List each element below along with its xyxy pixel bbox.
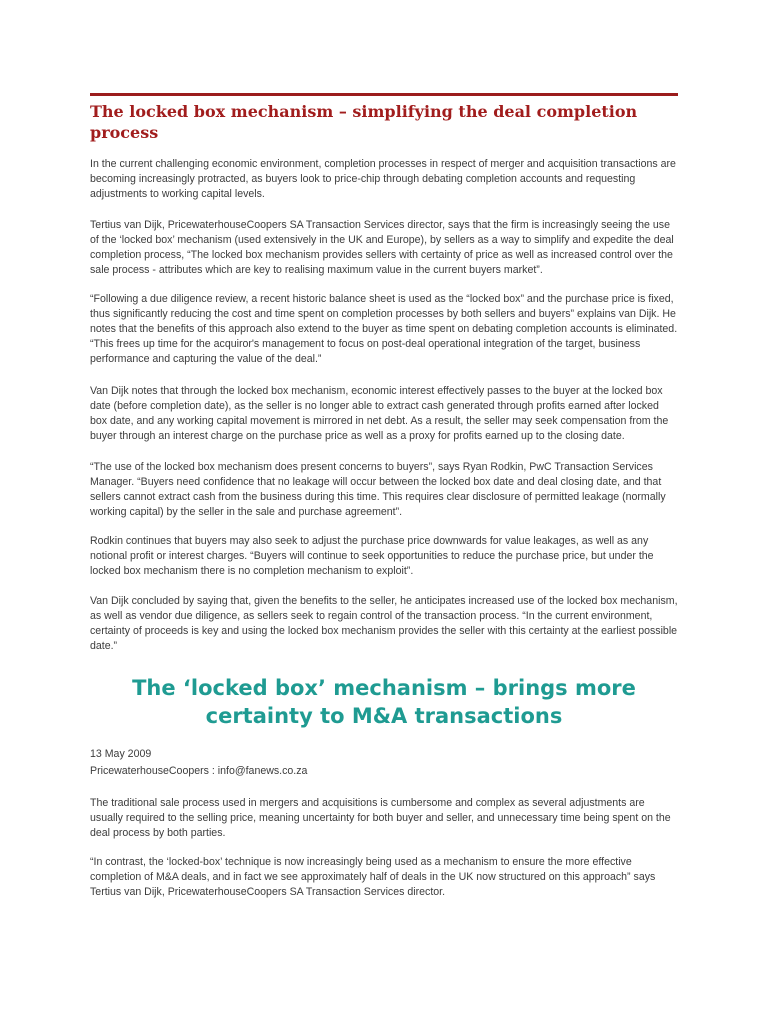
article1-paragraph-7: Van Dijk concluded by saying that, given the benefits to the seller, he anticipates increased use of the locked box mechanism, as well as vendor due diligence, as sellers seek to regain control of the transaction process. “In the current environment, certainty of proceeds is key and using the locked box mechanism provides the seller with this certainty at the earliest possible date.” [90, 595, 678, 653]
article2-date: 13 May 2009 [90, 748, 152, 760]
article1-paragraph-2: Tertius van Dijk, PricewaterhouseCoopers SA Transaction Services director, says that the firm is increasingly seeing the use of the ‘locked box’ mechanism (used extensively in the UK and Europe), by sellers as a way to simplify and expedite the deal completion process, “The locked box mechanism provides sellers with certainty of price as well as increased control over the sale process - attributes which are key to realising maximum value in the current buyers market”. [90, 219, 674, 277]
header-rule [90, 93, 678, 96]
article2-paragraph-2: “In contrast, the ‘locked-box’ technique is now increasingly being used as a mechanism to ensure the more effective completion of M&A deals, and in fact we see approximately half of deals in the UK now structured on this approach” says Tertius van Dijk, PricewaterhouseCoopers SA Transaction Services director. [90, 856, 656, 899]
article2-title: The ‘locked box’ mechanism – brings more certainty to M&A transactions [132, 676, 636, 728]
article1-paragraph-4: Van Dijk notes that through the locked box mechanism, economic interest effectively passes to the buyer at the locked box date (before completion date), as the seller is no longer able to extract cash generated through profits earned after locked box date, and any working capital movement is mirrored in net debt. As a result, the seller may seek compensation from the buyer through an interest charge on the purchase price as well as a proxy for profits earned up to the closing date. [90, 385, 669, 443]
article1-paragraph-1: In the current challenging economic environment, completion processes in respect of merger and acquisition transactions are becoming increasingly protracted, as buyers look to price-chip through debating completion accounts and requesting adjustments to working capital levels. [90, 158, 676, 201]
article1-paragraph-6: Rodkin continues that buyers may also seek to adjust the purchase price downwards for value leakages, as well as any notional profit or interest charges. “Buyers will continue to seek opportunities to reduce the purchase price, but under the locked box mechanism there is no completion mechanism to exploit”. [90, 535, 654, 578]
document-page [90, 0, 678, 1024]
article1-title: The locked box mechanism – simplifying the deal completion process [90, 102, 638, 142]
article2-paragraph-1: The traditional sale process used in mergers and acquisitions is cumbersome and complex as several adjustments are usually required to the selling price, meaning uncertainty for both buyer and seller, and unnecessary time being spent on the deal process by both parties. [90, 797, 671, 840]
article1-paragraph-3: “Following a due diligence review, a recent historic balance sheet is used as the “locked box” and the purchase price is fixed, thus significantly reducing the cost and time spent on completion processes by both sellers and buyers” explains van Dijk. He notes that the benefits of this approach also extend to the buyer as time spent on debating completion accounts is eliminated. “This frees up time for the acquiror's management to focus on post-deal operational integration of the target, business performance and capturing the value of the deal.” [90, 293, 678, 366]
article2-byline: PricewaterhouseCoopers : info@fanews.co.za [90, 765, 308, 777]
article1-paragraph-5: “The use of the locked box mechanism does present concerns to buyers”, says Ryan Rodkin, PwC Transaction Services Manager. “Buyers need confidence that no leakage will occur between the locked box date and deal closing date, and that sellers cannot extract cash from the business during this time. This requires clear disclosure of permitted leakage (normally working capital) by the seller in the sale and purchase agreement”. [90, 461, 666, 519]
